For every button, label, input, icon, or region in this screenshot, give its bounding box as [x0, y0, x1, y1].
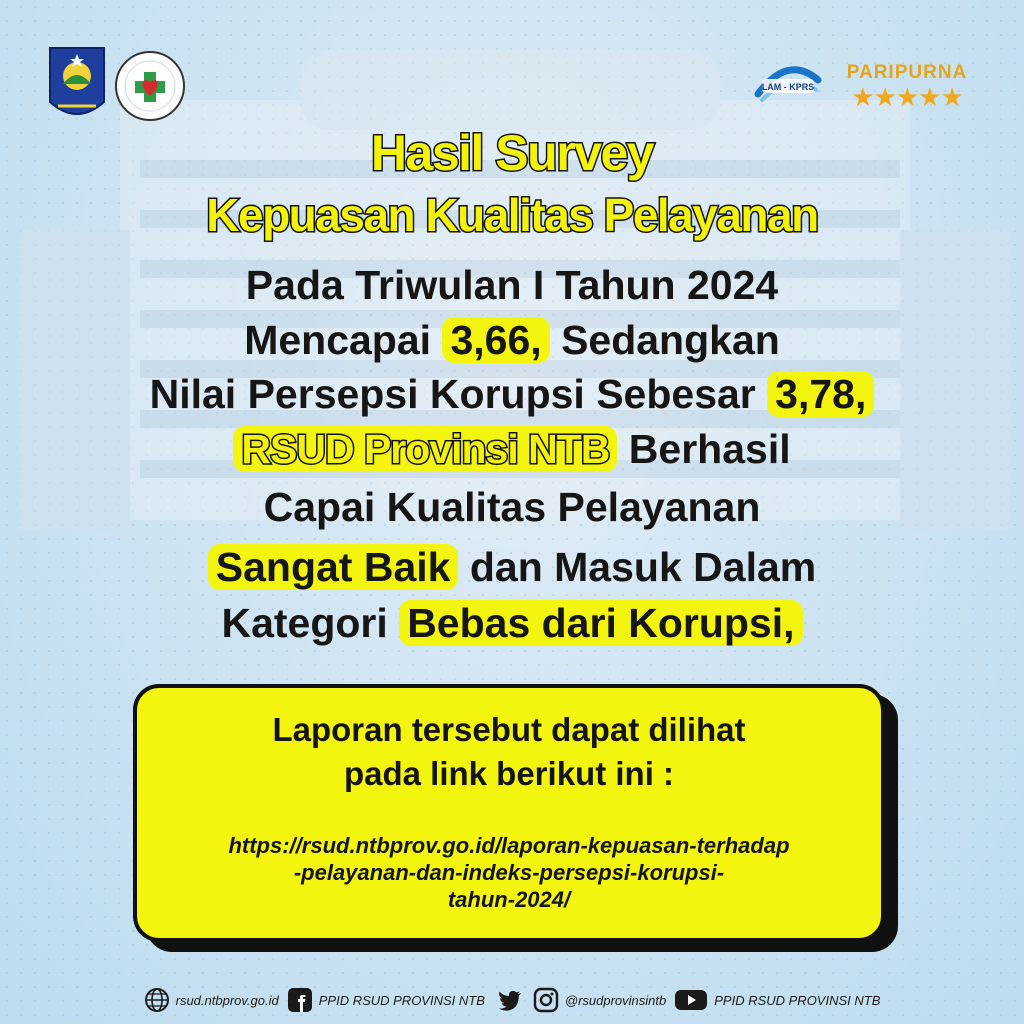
paripurna-label: PARIPURNA	[846, 62, 968, 83]
report-link-line-3[interactable]: tahun-2024/	[447, 887, 571, 912]
corruption-free-highlight: Bebas dari Korupsi,	[399, 600, 802, 646]
satisfaction-score-value: 3,66,	[442, 317, 549, 363]
body-line-4	[0, 422, 1024, 476]
instagram-icon	[533, 987, 559, 1013]
report-link[interactable]	[150, 832, 868, 913]
report-link-line-1[interactable]: https://rsud.ntbprov.go.id/laporan-kepuasan-terhadap	[228, 833, 790, 858]
headline-line-1: Hasil Survey	[370, 125, 654, 181]
paripurna-stars-icon: ★★★★★	[851, 83, 963, 113]
report-card-text-line-2: pada link berikut ini :	[343, 755, 675, 792]
rsud-name-highlight: RSUD Provinsi NTB	[233, 426, 617, 472]
footer-social-bar	[0, 976, 1024, 1024]
lam-logo-label: LAM - KPRS	[761, 82, 815, 92]
category-entry-label: dan Masuk Dalam	[469, 544, 817, 590]
footer-website[interactable]	[144, 987, 279, 1013]
body-line-2	[0, 313, 1024, 367]
instagram-text: @rsudprovinsintb	[564, 992, 667, 1008]
footer-instagram[interactable]	[493, 987, 666, 1013]
body-line-1	[0, 258, 1024, 312]
youtube-icon	[674, 987, 708, 1013]
category-label: Kategori	[221, 600, 388, 646]
while-label: Sedangkan	[561, 317, 780, 363]
report-card-text-line-1: Laporan tersebut dapat dilihat	[272, 711, 746, 748]
facebook-text: PPID RSUD PROVINSI NTB	[318, 992, 485, 1008]
rsud-ntb-logo-icon	[114, 50, 186, 122]
body-line-5	[0, 480, 1024, 534]
lam-kprs-logo-icon	[752, 60, 824, 110]
footer-facebook[interactable]	[287, 987, 485, 1013]
website-text: rsud.ntbprov.go.id	[175, 992, 279, 1008]
report-link-line-2[interactable]: -pelayanan-dan-indeks-persepsi-korupsi-	[293, 860, 725, 885]
corruption-perception-label: Nilai Persepsi Korupsi Sebesar	[149, 371, 756, 417]
corruption-perception-value: 3,78,	[767, 371, 874, 417]
body-line-7	[0, 596, 1024, 650]
twitter-icon	[493, 987, 527, 1013]
very-good-highlight: Sangat Baik	[208, 544, 459, 590]
footer-youtube[interactable]	[674, 987, 880, 1013]
period-text: Pada Triwulan I Tahun 2024	[245, 262, 779, 308]
body-line-6	[0, 540, 1024, 594]
paripurna-badge	[832, 62, 982, 112]
globe-icon	[144, 987, 170, 1013]
facebook-icon	[287, 987, 313, 1013]
body-line-3	[0, 367, 1024, 421]
headline-line-2: Kepuasan Kualitas Pelayanan	[206, 189, 818, 241]
quality-label: Capai Kualitas Pelayanan	[263, 484, 761, 530]
success-label: Berhasil	[628, 426, 791, 472]
youtube-text: PPID RSUD PROVINSI NTB	[714, 992, 881, 1008]
kemendagri-emblem-icon	[48, 46, 106, 124]
achieved-label: Mencapai	[244, 317, 432, 363]
